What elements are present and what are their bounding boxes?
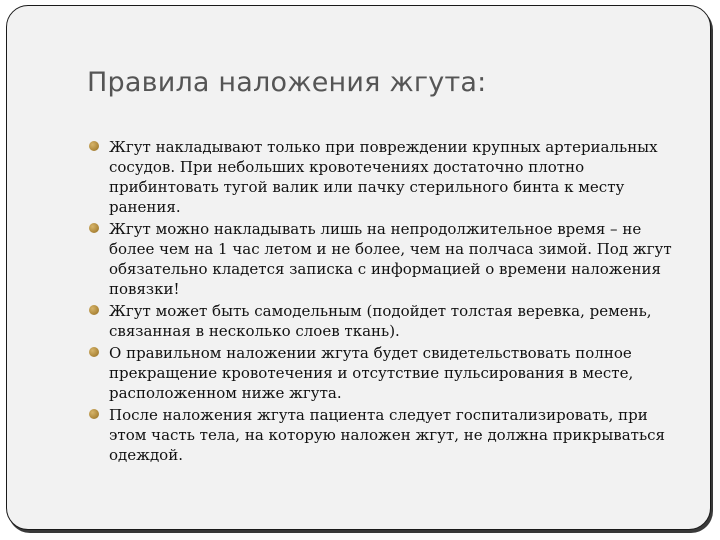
bullet-text: О правильном наложении жгута будет свидетельствовать полное прекращение кровотечения и отсутствие пульсирования в месте, расположенном ниже жгута.: [109, 344, 634, 402]
circle-bullet-icon: [89, 347, 99, 357]
bullet-item-5: [89, 405, 689, 465]
bullet-text: Жгут накладывают только при повреждении крупных артериальных сосудов. При небольших кровотечениях достаточно плотно прибинтовать тугой валик или пачку стерильного бинта к месту ранения.: [109, 138, 658, 216]
bullet-item-1: [89, 137, 689, 217]
circle-bullet-icon: [89, 409, 99, 419]
bullet-item-4: [89, 343, 689, 403]
circle-bullet-icon: [89, 305, 99, 315]
bullet-text: Жгут можно накладывать лишь на непродолжительное время – не более чем на 1 час летом и не более, чем на полчаса зимой. Под жгут обязательно кладется записка с информацией о времени наложения повязки!: [109, 220, 672, 298]
bullet-text: Жгут может быть самодельным (подойдет толстая веревка, ремень, связанная в несколько слоев ткань).: [109, 302, 652, 340]
slide-frame: [6, 5, 711, 530]
bullet-text: После наложения жгута пациента следует госпитализировать, при этом часть тела, на которую наложен жгут, не должна прикрываться одеждой.: [109, 406, 665, 464]
circle-bullet-icon: [89, 223, 99, 233]
bullet-item-3: [89, 301, 689, 341]
bullet-list: [89, 137, 689, 467]
bullet-item-2: [89, 219, 689, 299]
slide-title: Правила наложения жгута:: [87, 67, 487, 98]
circle-bullet-icon: [89, 141, 99, 151]
